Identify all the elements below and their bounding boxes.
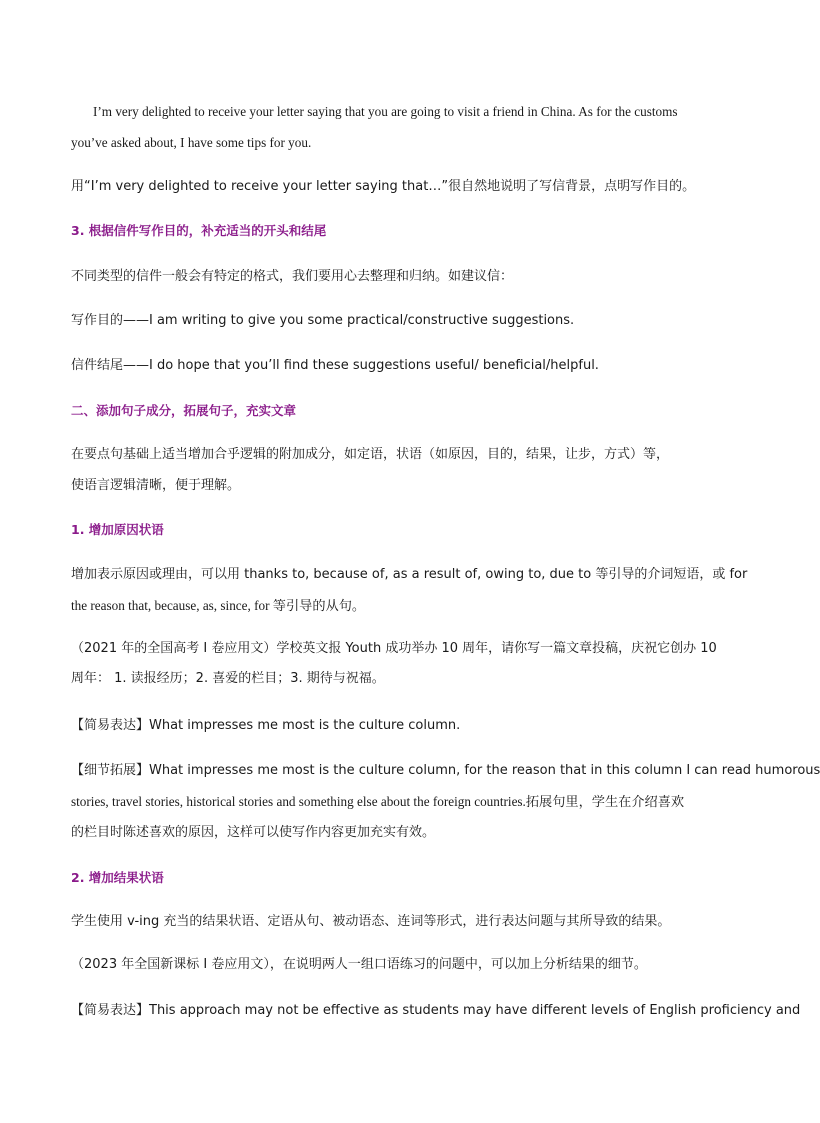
section-heading: 1. 增加原因状语	[71, 522, 164, 537]
paragraph-line: the reason that, because, as, since, for 等引导的从句。	[71, 598, 366, 613]
paragraph-line: 不同类型的信件一般会有特定的格式，我们要用心去整理和归纳。如建议信：	[71, 269, 514, 284]
paragraph-line: you’ve asked about, I have some tips for you.	[71, 135, 312, 150]
paragraph-line: 【细节拓展】What impresses me most is the culture column, for the reason that in this column I can read humorous	[71, 763, 820, 778]
paragraph-line: 学生使用 v-ing 充当的结果状语、定语从句、被动语态、连词等形式，进行表达问题与其所导致的结果。	[71, 914, 671, 929]
section-heading: 二、添加句子成分，拓展句子，充实文章	[71, 403, 297, 418]
paragraph-line: （2023 年全国新课标 I 卷应用文），在说明两人一组口语练习的问题中，可以加上分析结果的细节。	[71, 957, 647, 972]
paragraph-line: 信件结尾——I do hope that you’ll find these suggestions useful/ beneficial/helpful.	[71, 358, 599, 373]
section-heading: 2. 增加结果状语	[71, 870, 164, 885]
section-heading: 3. 根据信件写作目的，补充适当的开头和结尾	[71, 223, 327, 238]
paragraph-line: 增加表示原因或理由，可以用 thanks to, because of, as a result of, owing to, due to 等引导的介词短语，或 for	[71, 567, 748, 582]
paragraph-line: 的栏目时陈述喜欢的原因，这样可以使写作内容更加充实有效。	[71, 825, 436, 840]
paragraph-line: （2021 年的全国高考 I 卷应用文）学校英文报 Youth 成功举办 10 周年，请你写一篇文章投稿，庆祝它创办 10	[71, 641, 717, 656]
paragraph-line: stories, travel stories, historical stories and something else about the foreign countries.拓展句里，学生在介绍喜欢	[71, 794, 685, 809]
paragraph-line: I’m very delighted to receive your letter saying that you are going to visit a friend in China. As for the customs	[93, 104, 678, 119]
paragraph-line: 【简易表达】This approach may not be effective as students may have different levels of English proficiency and	[71, 1003, 801, 1018]
paragraph-line: 用“I’m very delighted to receive your letter saying that…”很自然地说明了写信背景，点明写作目的。	[71, 179, 696, 194]
paragraph-line: 【简易表达】What impresses me most is the culture column.	[71, 718, 461, 733]
paragraph-line: 周年： 1. 读报经历；2. 喜爱的栏目；3. 期待与祝福。	[71, 671, 385, 686]
paragraph-line: 写作目的——I am writing to give you some practical/constructive suggestions.	[71, 313, 575, 328]
paragraph-line: 在要点句基础上适当增加合乎逻辑的附加成分，如定语，状语（如原因，目的，结果，让步，方式）等，	[71, 447, 670, 462]
paragraph-line: 使语言逻辑清晰，便于理解。	[71, 478, 241, 493]
